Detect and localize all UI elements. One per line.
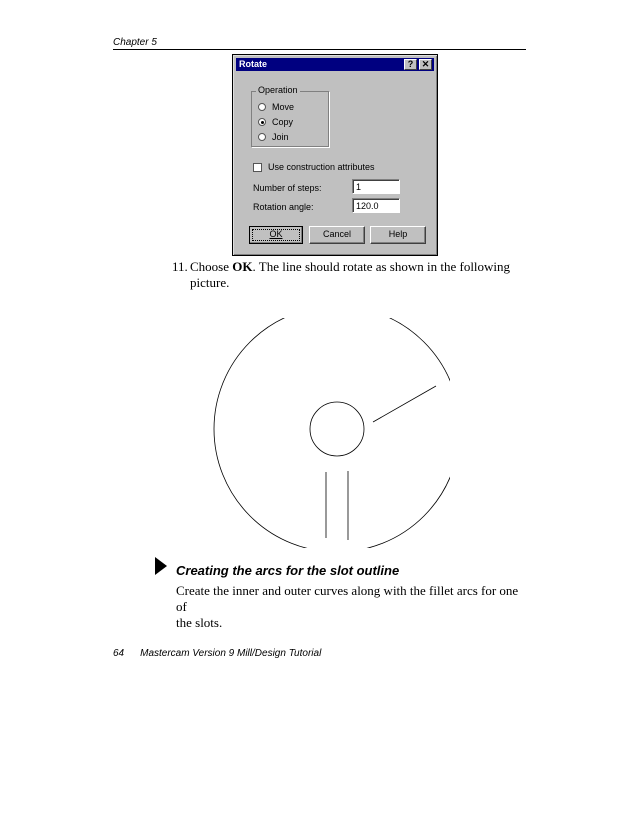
rotated-line <box>373 386 436 422</box>
header-rule <box>113 49 526 50</box>
step-text-before: Choose <box>190 259 233 274</box>
radio-join-label: Join <box>272 132 289 142</box>
radio-move-label: Move <box>272 102 295 112</box>
step-text-after: . The line should rotate as shown in the following <box>252 259 511 274</box>
construction-attributes-label: Use construction attributes <box>268 162 375 172</box>
rotate-dialog <box>232 54 438 256</box>
step-text <box>190 259 512 291</box>
rotation-angle-label: Rotation angle: <box>253 202 314 212</box>
rotated-line-figure <box>200 318 450 548</box>
step-text-line2: picture. <box>190 275 230 290</box>
checkbox-icon[interactable] <box>253 163 262 172</box>
rotation-angle-field[interactable]: 120.0 <box>352 198 400 213</box>
help-button[interactable]: Help <box>370 226 426 244</box>
step-number: 11. <box>172 259 188 274</box>
ok-button[interactable] <box>249 226 303 244</box>
radio-copy-label: Copy <box>272 117 294 127</box>
chapter-header: Chapter 5 <box>113 37 157 48</box>
section-heading: Creating the arcs for the slot outline <box>176 563 400 578</box>
step-text-bold: OK <box>232 259 253 274</box>
footer-title: Mastercam Version 9 Mill/Design Tutorial <box>140 648 322 659</box>
dialog-titlebar[interactable] <box>236 58 434 71</box>
section-body-line1: Create the inner and outer curves along with the fillet arcs for one of <box>176 583 519 614</box>
page-footer <box>113 648 321 659</box>
operation-group-label: Operation <box>258 85 298 95</box>
radio-move-icon[interactable] <box>258 103 266 111</box>
dialog-title: Rotate <box>239 59 268 69</box>
ok-button-label: OK <box>269 229 283 239</box>
page-number: 64 <box>113 648 125 659</box>
section-body-line2: the slots. <box>176 615 223 630</box>
cancel-button[interactable]: Cancel <box>309 226 365 244</box>
help-icon[interactable]: ? <box>404 59 417 70</box>
number-of-steps-field[interactable]: 1 <box>352 179 400 194</box>
section-arrow-icon <box>155 557 167 575</box>
inner-circle <box>310 402 364 456</box>
number-of-steps-label: Number of steps: <box>253 183 322 193</box>
outer-circle <box>214 318 450 548</box>
section-body <box>176 583 526 631</box>
radio-copy-icon[interactable] <box>258 118 266 126</box>
radio-join-icon[interactable] <box>258 133 266 141</box>
close-icon[interactable]: ✕ <box>419 59 432 70</box>
